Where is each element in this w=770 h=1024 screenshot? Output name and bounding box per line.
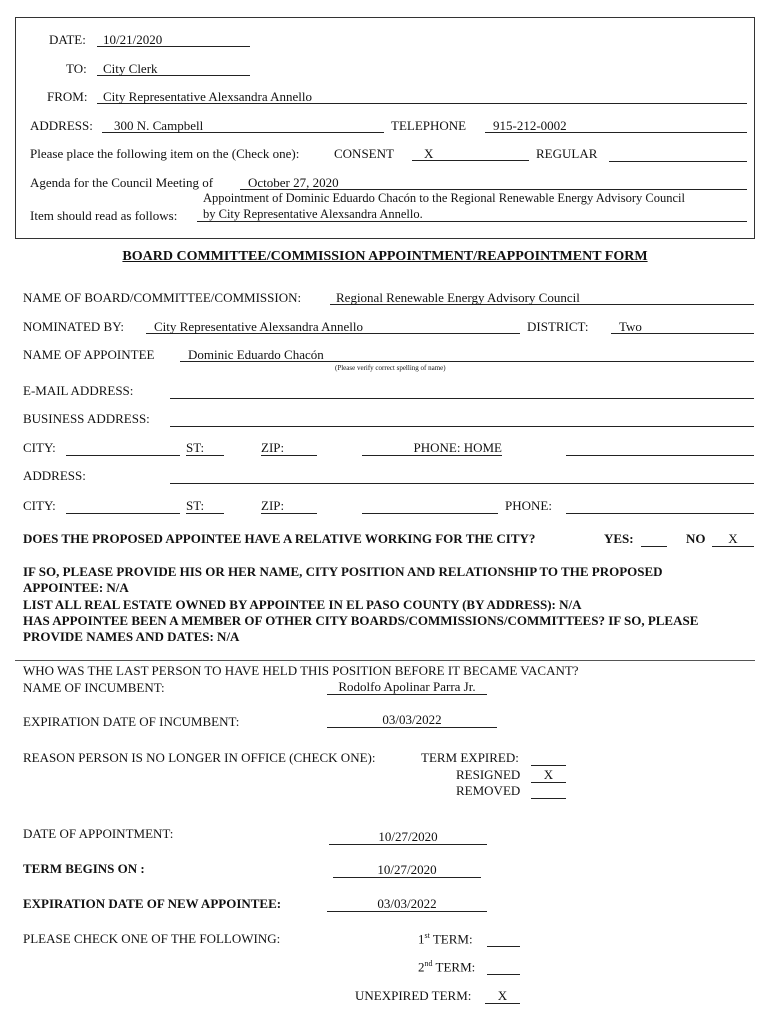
term-expired-label: TERM EXPIRED: — [421, 750, 519, 765]
business-address-label: BUSINESS ADDRESS: — [23, 411, 150, 426]
phone2-label: PHONE: — [505, 498, 552, 513]
phone2-field[interactable] — [566, 498, 754, 514]
incumbent-expiration-label: EXPIRATION DATE OF INCUMBENT: — [23, 714, 240, 729]
form-title: BOARD COMMITTEE/COMMISSION APPOINTMENT/REAPPOINTMENT FORM — [122, 249, 648, 264]
phone-home-field[interactable]: PHONE: HOME — [362, 440, 502, 456]
email-label: E-MAIL ADDRESS: — [23, 383, 134, 398]
to-label: TO: — [66, 61, 87, 76]
reason-label: REASON PERSON IS NO LONGER IN OFFICE (CHECK ONE): — [23, 750, 376, 765]
regular-field[interactable] — [609, 146, 747, 162]
second-term-field[interactable] — [487, 959, 520, 975]
no-field[interactable]: X — [712, 531, 754, 547]
incumbent-expiration-field[interactable]: 03/03/2022 — [327, 712, 497, 728]
telephone-label: TELEPHONE — [391, 118, 467, 133]
item-read-label: Item should read as follows: — [30, 208, 178, 223]
phone-home-value[interactable] — [566, 440, 754, 456]
place-item-text: Please place the following item on the (Check one): — [30, 146, 300, 161]
item-read-line2[interactable]: by City Representative Alexsandra Annello. — [197, 207, 747, 222]
last-person-question: WHO WAS THE LAST PERSON TO HAVE HELD THIS POSITION BEFORE IT BECAME VACANT? — [23, 663, 579, 678]
if-so-line1: IF SO, PLEASE PROVIDE HIS OR HER NAME, CITY POSITION AND RELATIONSHIP TO THE PROPOSED — [23, 564, 663, 579]
term-expired-field[interactable] — [531, 750, 566, 766]
yes-label: YES: — [604, 531, 634, 546]
relative-question: DOES THE PROPOSED APPOINTEE HAVE A RELATIVE WORKING FOR THE CITY? — [23, 531, 536, 546]
address2-label: ADDRESS: — [23, 468, 86, 483]
term-check-label: PLEASE CHECK ONE OF THE FOLLOWING: — [23, 931, 281, 946]
term-begins-field[interactable]: 10/27/2020 — [333, 862, 481, 878]
from-label: FROM: — [47, 89, 88, 104]
nominated-label: NOMINATED BY: — [23, 319, 124, 334]
new-expiration-field[interactable]: 03/03/2022 — [327, 896, 487, 912]
regular-label: REGULAR — [536, 146, 598, 161]
spelling-note: (Please verify correct spelling of name) — [335, 364, 446, 372]
if-so-line2: APPOINTEE: N/A — [23, 580, 129, 595]
appointment-date-label: DATE OF APPOINTMENT: — [23, 826, 174, 841]
appointee-label: NAME OF APPOINTEE — [23, 347, 155, 362]
business-address-field[interactable] — [170, 411, 754, 427]
other-boards-line1: HAS APPOINTEE BEEN A MEMBER OF OTHER CITY BOARDS/COMMISSIONS/COMMITTEES? IF SO, PLEASE — [23, 613, 699, 628]
address-field[interactable]: 300 N. Campbell — [102, 118, 384, 133]
yes-field[interactable] — [641, 531, 667, 547]
unexpired-term-field[interactable]: X — [485, 988, 520, 1004]
first-term-field[interactable] — [487, 931, 520, 947]
no-label: NO — [686, 531, 706, 546]
section-divider — [15, 660, 755, 661]
zip-field[interactable]: ZIP: — [261, 440, 317, 456]
item-read-line1: Appointment of Dominic Eduardo Chacón to the Regional Renewable Energy Advisory Council — [203, 191, 685, 205]
other-boards-line2: PROVIDE NAMES AND DATES: N/A — [23, 629, 240, 644]
first-term-label: 1st TERM: — [418, 931, 473, 947]
removed-field[interactable] — [531, 783, 566, 799]
city2-label: CITY: — [23, 498, 56, 513]
from-field[interactable]: City Representative Alexsandra Annello — [97, 89, 747, 104]
removed-label: REMOVED — [456, 783, 521, 798]
appointee-field[interactable]: Dominic Eduardo Chacón — [180, 347, 754, 362]
new-expiration-label: EXPIRATION DATE OF NEW APPOINTEE: — [23, 896, 282, 911]
district-field[interactable]: Two — [611, 319, 754, 334]
agenda-date-field[interactable]: October 27, 2020 — [240, 175, 747, 190]
consent-label: CONSENT — [334, 146, 394, 161]
real-estate-line: LIST ALL REAL ESTATE OWNED BY APPOINTEE IN EL PASO COUNTY (BY ADDRESS): N/A — [23, 597, 582, 612]
unexpired-term-label: UNEXPIRED TERM: — [355, 988, 472, 1003]
agenda-label: Agenda for the Council Meeting of — [30, 175, 214, 190]
address-label: ADDRESS: — [30, 118, 93, 133]
st2-field[interactable]: ST: — [186, 498, 224, 514]
term-begins-label: TERM BEGINS ON : — [23, 861, 145, 876]
appointment-date-field[interactable]: 10/27/2020 — [329, 829, 487, 845]
incumbent-name-label: NAME OF INCUMBENT: — [23, 680, 165, 695]
date-label: DATE: — [49, 32, 86, 47]
second-term-label: 2nd TERM: — [418, 959, 476, 975]
address2-field[interactable] — [170, 468, 754, 484]
email-field[interactable] — [170, 383, 754, 399]
city2-field[interactable] — [66, 498, 180, 514]
incumbent-name-field[interactable]: Rodolfo Apolinar Parra Jr. — [327, 679, 487, 695]
nominated-field[interactable]: City Representative Alexsandra Annello — [146, 319, 520, 334]
date-field[interactable]: 10/21/2020 — [97, 32, 250, 47]
st-field[interactable]: ST: — [186, 440, 224, 456]
zip2-field[interactable]: ZIP: — [261, 498, 317, 514]
board-field[interactable]: Regional Renewable Energy Advisory Council — [330, 290, 754, 305]
city-label: CITY: — [23, 440, 56, 455]
resigned-label: RESIGNED — [456, 767, 521, 782]
phone2-blank[interactable] — [362, 498, 498, 514]
district-label: DISTRICT: — [527, 319, 589, 334]
to-field[interactable]: City Clerk — [97, 61, 250, 76]
consent-field[interactable]: X — [412, 146, 529, 161]
resigned-field[interactable]: X — [531, 767, 566, 783]
city-field[interactable] — [66, 440, 180, 456]
board-label: NAME OF BOARD/COMMITTEE/COMMISSION: — [23, 290, 302, 305]
telephone-field[interactable]: 915-212-0002 — [485, 118, 747, 133]
